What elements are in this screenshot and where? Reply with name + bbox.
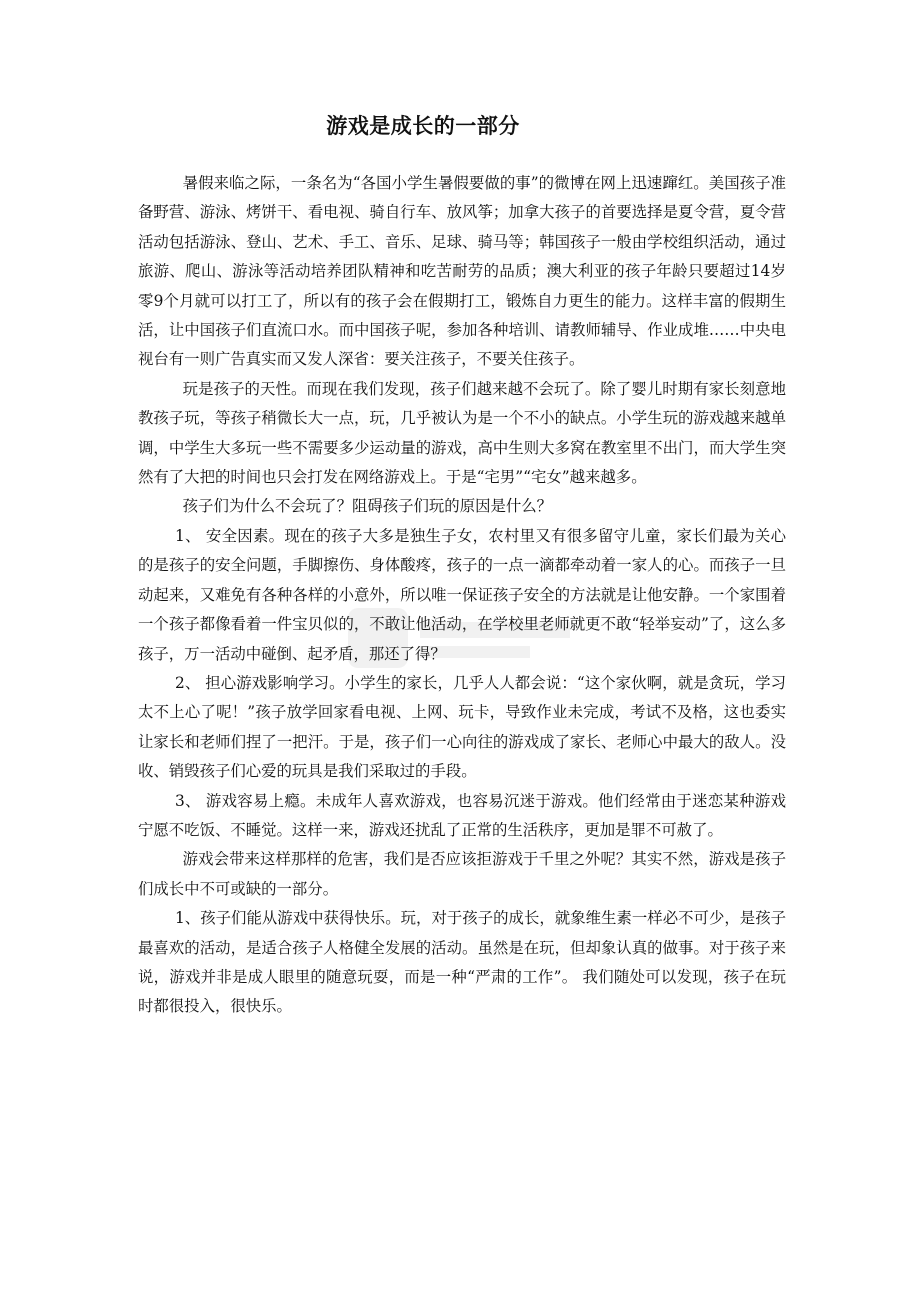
paragraph-play-nature: 玩是孩子的天性。而现在我们发现，孩子们越来越不会玩了。除了婴儿时期有家长刻意地教孩子玩，等孩子稍微长大一点，玩，几乎被认为是一个不小的缺点。小学生玩的游戏越来越单调，中学生大多玩一些不需要多少运动量的游戏，高中生则大多窝在教室里不出门，而大学生突然有了大把的时间也只会打发在网络游戏上。于是“宅男”“宅女”越来越多。	[138, 379, 786, 487]
document-body	[138, 169, 786, 1022]
list-item-addiction: 3、 游戏容易上瘾。未成年人喜欢游戏，也容易沉迷于游戏。他们经常由于迷恋某种游戏宁愿不吃饭、不睡觉。这样一来，游戏还扰乱了正常的生活秩序，更加是罪不可赦了。	[138, 791, 786, 839]
paragraph-question: 孩子们为什么不会玩了？阻碍孩子们玩的原因是什么？	[182, 497, 553, 516]
document-title: 游戏是成长的一部分	[326, 114, 520, 138]
paragraph-transition: 游戏会带来这样那样的危害，我们是否应该拒游戏于千里之外呢？其实不然，游戏是孩子们成长中不可或缺的一部分。	[138, 850, 786, 898]
list-item-safety: 1、 安全因素。现在的孩子大多是独生子女，农村里又有很多留守儿童，家长们最为关心的是孩子的安全问题，手脚擦伤、身体酸疼，孩子的一点一滴都牵动着一家人的心。而孩子一旦动起来，又难免有各种各样的小意外，所以唯一保证孩子安全的方法就是让他安静。一个家围着一个孩子都像看着一件宝贝似的，不敢让他活动，在学校里老师就更不敢“轻举妄动”了，这么多孩子，万一活动中碰倒、起矛盾，那还了得？	[138, 526, 786, 663]
paragraph-intro: 暑假来临之际，一条名为“各国小学生暑假要做的事”的微博在网上迅速蹿红。美国孩子准备野营、游泳、烤饼干、看电视、骑自行车、放风筝；加拿大孩子的首要选择是夏令营，夏令营活动包括游泳、登山、艺术、手工、音乐、足球、骑马等；韩国孩子一般由学校组织活动，通过旅游、爬山、游泳等活动培养团队精神和吃苦耐劳的品质；澳大利亚的孩子年龄只要超过14岁零9个月就可以打工了，所以有的孩子会在假期打工，锻炼自力更生的能力。这样丰富的假期生活，让中国孩子们直流口水。而中国孩子呢，参加各种培训、请教师辅导、作业成堆……中央电视台有一则广告真实而又发人深省：要关注孩子，不要关住孩子。	[138, 174, 786, 369]
list-item-study: 2、 担心游戏影响学习。小学生的家长，几乎人人都会说：“这个家伙啊，就是贪玩，学习太不上心了呢！”孩子放学回家看电视、上网、玩卡，导致作业未完成，考试不及格，这也委实让家长和老师们捏了一把汗。于是，孩子们一心向往的游戏成了家长、老师心中最大的敌人。没收、销毁孩子们心爱的玩具是我们采取过的手段。	[138, 673, 786, 781]
list-item-happiness: 1、孩子们能从游戏中获得快乐。玩，对于孩子的成长，就象维生素一样必不可少，是孩子最喜欢的活动，是适合孩子人格健全发展的活动。虽然是在玩，但却象认真的做事。对于孩子来说，游戏并非是成人眼里的随意玩耍，而是一种“严肃的工作”。 我们随处可以发现，孩子在玩时都很投入，很快乐。	[138, 909, 786, 1016]
